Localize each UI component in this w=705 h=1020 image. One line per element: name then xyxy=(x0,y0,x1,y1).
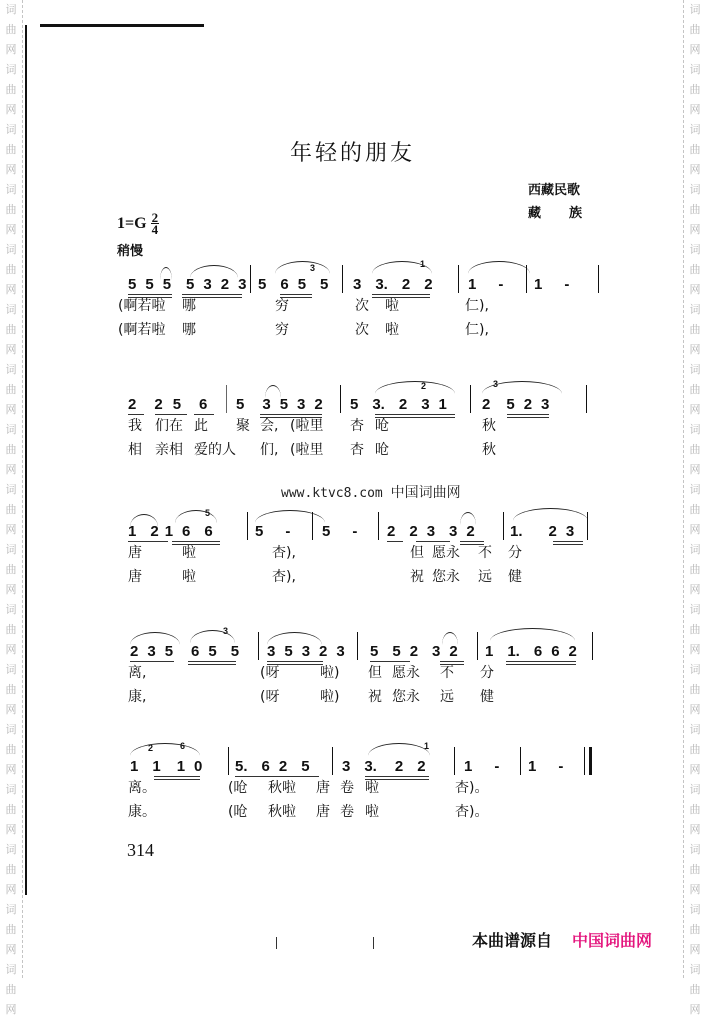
lyric-line-2: 唐 啦 杏), 祝 您永 远 健 xyxy=(128,569,522,585)
source-footer xyxy=(472,928,652,951)
song-attribution xyxy=(528,179,610,225)
measure: 5 3. 2 3 1 xyxy=(350,396,447,413)
lyric-line-1: 离。 (呛 秋啦 唐 卷 啦 杏)。 xyxy=(128,780,489,796)
crop-mark xyxy=(373,937,374,949)
lyric-line-1: 离, (呀 啦) 但 愿永 不 分 xyxy=(128,665,494,681)
notation-row: 1 2 1 6 6 5 5 - 5 - 2 2 3 3 2 1. 2 3 xyxy=(110,510,610,540)
measure: 3 3. 2 2 xyxy=(342,758,426,775)
measure: 5 6 5 5 xyxy=(258,276,329,293)
lyric-line-1: (啊若啦 哪 穷 次 啦 仁), xyxy=(118,298,489,314)
source-site-link[interactable]: 中国词曲网 xyxy=(572,931,653,950)
notation-row: 5 5 5 5 3 2 3 5 6 5 5 3 3 3. 2 2 1 1 - 1 - xyxy=(110,263,610,293)
measure: 5 3 5 3 2 xyxy=(236,396,323,413)
notation-row: 2 3 5 6 5 5 3 3 5 3 2 3 5 5 2 3 2 1 1. 6 6 2 xyxy=(110,630,610,660)
measure: 1 1. 6 6 2 xyxy=(485,643,577,660)
measure: 1 - xyxy=(534,276,570,293)
key-label: 1=G xyxy=(117,214,147,232)
measure: 1 - xyxy=(468,276,504,293)
watermark-column-left: 词 曲 网 词 曲 网 词 曲 网 词 曲 网 词 曲 网 词 曲 网 词 曲 网 词 曲 网 词 曲 网 词 曲 网 词 曲 网 词 曲 网 词 曲 网 词 曲 网 词 曲 网 词 曲 网 词 曲 网 xyxy=(5,3,17,1016)
source-label: 本曲谱源自 xyxy=(472,931,553,950)
music-system-5 xyxy=(110,741,610,823)
lyric-line-2: 相 亲相 爱的人 们, (啦里 杏 呛 秋 xyxy=(128,442,496,458)
measure: 5 - xyxy=(322,523,358,540)
lyric-line-2: 康。 (呛 秋啦 唐 卷 啦 杏)。 xyxy=(128,804,489,820)
lyric-line-2: 康, (呀 啦) 祝 您永 远 健 xyxy=(128,689,494,705)
measure: 3 3. 2 2 xyxy=(353,276,433,293)
watermark-url: www.ktvc8.com 中国词曲网 xyxy=(281,485,461,501)
measure: 2 2 3 3 2 xyxy=(387,523,475,540)
time-signature: $\frac{2}{4}$ xyxy=(151,210,159,237)
measure: 2 3 5 6 5 5 xyxy=(130,643,240,660)
song-origin: 西藏民歌 xyxy=(528,183,581,198)
notation-row: 1 1 1 0 2 6 5. 6 2 5 3 3. 2 2 1 1 - 1 - xyxy=(110,745,610,775)
song-ethnicity: 藏族 xyxy=(528,206,611,221)
tempo-marking: 稍慢 xyxy=(117,244,144,259)
lyric-line-1: 唐 啦 杏), 但 愿永 不 分 xyxy=(128,545,522,561)
music-system-2 xyxy=(110,379,610,461)
measure: 5 5 2 3 2 xyxy=(370,643,458,660)
song-title: 年轻的朋友 xyxy=(289,141,415,166)
page-number: 314 xyxy=(127,840,154,860)
page-margin-rule-horizontal xyxy=(40,24,204,27)
lyric-line-2: (啊若啦 哪 穷 次 啦 仁), xyxy=(118,322,489,338)
measure: 5. 6 2 5 xyxy=(235,758,310,775)
measure: 5 5 5 5 3 2 3 xyxy=(128,276,247,293)
measure: 5 - xyxy=(255,523,291,540)
watermark-column-right: 词 曲 网 词 曲 网 词 曲 网 词 曲 网 词 曲 网 词 曲 网 词 曲 网 词 曲 网 词 曲 网 词 曲 网 词 曲 网 词 曲 网 词 曲 网 词 曲 网 词 曲 网 词 曲 网 词 曲 网 xyxy=(689,3,701,1016)
measure: 1. 2 3 xyxy=(510,523,575,540)
notation-row: 2 2 5 6 5 3 5 3 2 5 3. 2 3 1 2 2 5 2 3 3 xyxy=(110,383,610,413)
music-system-3 xyxy=(110,510,610,588)
crop-mark xyxy=(276,937,277,949)
measure: 1 1 1 0 xyxy=(130,758,203,775)
measure: 3 5 3 2 3 xyxy=(267,643,345,660)
music-system-1 xyxy=(110,259,610,341)
measure: 1 2 1 6 6 xyxy=(128,523,213,540)
measure: 2 2 5 6 xyxy=(128,396,208,413)
music-system-4 xyxy=(110,626,610,708)
measure: 1 - xyxy=(528,758,564,775)
key-signature xyxy=(117,212,159,235)
measure: 1 - xyxy=(464,758,500,775)
measure: 2 5 2 3 xyxy=(482,396,550,413)
lyric-line-1: 我 们在 此 聚 会, (啦里 杏 呛 秋 xyxy=(128,418,496,434)
